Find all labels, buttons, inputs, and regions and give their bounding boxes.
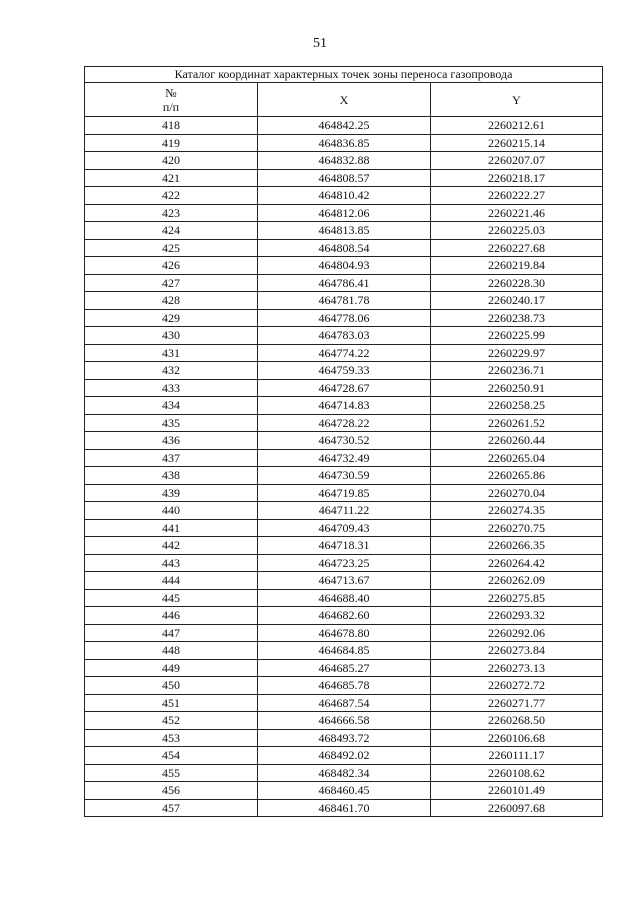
table-row <box>85 449 603 467</box>
table-row <box>85 467 603 485</box>
y-coordinate-cell: 2260262.09 <box>431 572 603 590</box>
point-number-cell: 433 <box>85 379 258 397</box>
table-row <box>85 117 603 135</box>
table-row <box>85 747 603 765</box>
point-number-cell: 439 <box>85 484 258 502</box>
x-coordinate-cell: 464781.78 <box>258 292 431 310</box>
table-row <box>85 484 603 502</box>
table-row <box>85 764 603 782</box>
page-number: 51 <box>313 36 327 51</box>
table-row <box>85 187 603 205</box>
y-coordinate-cell: 2260111.17 <box>431 747 603 765</box>
x-coordinate-cell: 464728.22 <box>258 414 431 432</box>
y-coordinate-cell: 2260265.86 <box>431 467 603 485</box>
table-row <box>85 607 603 625</box>
point-number-cell: 420 <box>85 152 258 170</box>
point-number-cell: 437 <box>85 449 258 467</box>
x-coordinate-cell: 468493.72 <box>258 729 431 747</box>
table-row <box>85 379 603 397</box>
point-number-cell: 443 <box>85 554 258 572</box>
x-coordinate-cell: 464778.06 <box>258 309 431 327</box>
y-coordinate-cell: 2260274.35 <box>431 502 603 520</box>
table-row <box>85 729 603 747</box>
y-coordinate-cell: 2260101.49 <box>431 782 603 800</box>
table-row <box>85 222 603 240</box>
point-number-cell: 436 <box>85 432 258 450</box>
table-row <box>85 327 603 345</box>
y-coordinate-cell: 2260218.17 <box>431 169 603 187</box>
y-coordinate-cell: 2260222.27 <box>431 187 603 205</box>
table-row <box>85 152 603 170</box>
y-coordinate-cell: 2260108.62 <box>431 764 603 782</box>
table-row <box>85 799 603 817</box>
x-coordinate-cell: 468461.70 <box>258 799 431 817</box>
x-coordinate-cell: 464810.42 <box>258 187 431 205</box>
y-coordinate-cell: 2260207.07 <box>431 152 603 170</box>
point-number-cell: 445 <box>85 589 258 607</box>
point-number-cell: 427 <box>85 274 258 292</box>
table-title-row <box>85 67 603 83</box>
y-coordinate-cell: 2260273.13 <box>431 659 603 677</box>
table-row <box>85 694 603 712</box>
x-coordinate-cell: 464728.67 <box>258 379 431 397</box>
x-coordinate-cell: 464759.33 <box>258 362 431 380</box>
y-coordinate-cell: 2260258.25 <box>431 397 603 415</box>
x-coordinate-cell: 464786.41 <box>258 274 431 292</box>
table-row <box>85 642 603 660</box>
y-coordinate-cell: 2260293.32 <box>431 607 603 625</box>
y-coordinate-cell: 2260250.91 <box>431 379 603 397</box>
point-number-cell: 434 <box>85 397 258 415</box>
table-row <box>85 589 603 607</box>
y-coordinate-cell: 2260236.71 <box>431 362 603 380</box>
x-coordinate-cell: 464836.85 <box>258 134 431 152</box>
y-coordinate-cell: 2260273.84 <box>431 642 603 660</box>
column-header-x: X <box>258 83 431 117</box>
table-row <box>85 659 603 677</box>
table-title: Каталог координат характерных точек зоны переноса газопровода <box>85 67 603 83</box>
point-number-cell: 419 <box>85 134 258 152</box>
point-number-cell: 425 <box>85 239 258 257</box>
y-coordinate-cell: 2260270.04 <box>431 484 603 502</box>
point-number-cell: 418 <box>85 117 258 135</box>
table-body <box>85 117 603 817</box>
y-coordinate-cell: 2260271.77 <box>431 694 603 712</box>
point-number-cell: 440 <box>85 502 258 520</box>
y-coordinate-cell: 2260240.17 <box>431 292 603 310</box>
x-coordinate-cell: 464808.57 <box>258 169 431 187</box>
point-number-cell: 441 <box>85 519 258 537</box>
table-row <box>85 414 603 432</box>
y-coordinate-cell: 2260260.44 <box>431 432 603 450</box>
point-number-cell: 444 <box>85 572 258 590</box>
x-coordinate-cell: 464688.40 <box>258 589 431 607</box>
y-coordinate-cell: 2260219.84 <box>431 257 603 275</box>
x-coordinate-cell: 464682.60 <box>258 607 431 625</box>
coordinate-catalog-table <box>84 66 603 817</box>
point-number-cell: 422 <box>85 187 258 205</box>
y-coordinate-cell: 2260227.68 <box>431 239 603 257</box>
point-number-cell: 438 <box>85 467 258 485</box>
y-coordinate-cell: 2260097.68 <box>431 799 603 817</box>
point-number-cell: 431 <box>85 344 258 362</box>
point-number-cell: 451 <box>85 694 258 712</box>
x-coordinate-cell: 464723.25 <box>258 554 431 572</box>
y-coordinate-cell: 2260270.75 <box>431 519 603 537</box>
y-coordinate-cell: 2260238.73 <box>431 309 603 327</box>
table-row <box>85 239 603 257</box>
table-row <box>85 204 603 222</box>
table-row <box>85 432 603 450</box>
table-row <box>85 554 603 572</box>
point-number-cell: 447 <box>85 624 258 642</box>
x-coordinate-cell: 464678.80 <box>258 624 431 642</box>
x-coordinate-cell: 464813.85 <box>258 222 431 240</box>
table-row <box>85 169 603 187</box>
point-number-cell: 432 <box>85 362 258 380</box>
y-coordinate-cell: 2260264.42 <box>431 554 603 572</box>
column-header-number-symbol: № <box>165 85 177 100</box>
x-coordinate-cell: 464783.03 <box>258 327 431 345</box>
y-coordinate-cell: 2260272.72 <box>431 677 603 695</box>
column-header-y: Y <box>431 83 603 117</box>
point-number-cell: 456 <box>85 782 258 800</box>
point-number-cell: 423 <box>85 204 258 222</box>
table-row <box>85 519 603 537</box>
y-coordinate-cell: 2260215.14 <box>431 134 603 152</box>
x-coordinate-cell: 464804.93 <box>258 257 431 275</box>
x-coordinate-cell: 464774.22 <box>258 344 431 362</box>
x-coordinate-cell: 464730.59 <box>258 467 431 485</box>
point-number-cell: 450 <box>85 677 258 695</box>
x-coordinate-cell: 468482.34 <box>258 764 431 782</box>
x-coordinate-cell: 464719.85 <box>258 484 431 502</box>
table-row <box>85 712 603 730</box>
point-number-cell: 435 <box>85 414 258 432</box>
point-number-cell: 429 <box>85 309 258 327</box>
y-coordinate-cell: 2260292.06 <box>431 624 603 642</box>
y-coordinate-cell: 2260221.46 <box>431 204 603 222</box>
x-coordinate-cell: 464718.31 <box>258 537 431 555</box>
table-row <box>85 397 603 415</box>
x-coordinate-cell: 464685.27 <box>258 659 431 677</box>
table-row <box>85 257 603 275</box>
table-row <box>85 502 603 520</box>
point-number-cell: 448 <box>85 642 258 660</box>
table-row <box>85 782 603 800</box>
table-header-row <box>85 83 603 117</box>
table-row <box>85 309 603 327</box>
point-number-cell: 428 <box>85 292 258 310</box>
point-number-cell: 457 <box>85 799 258 817</box>
x-coordinate-cell: 464808.54 <box>258 239 431 257</box>
x-coordinate-cell: 464687.54 <box>258 694 431 712</box>
point-number-cell: 426 <box>85 257 258 275</box>
x-coordinate-cell: 464714.83 <box>258 397 431 415</box>
y-coordinate-cell: 2260265.04 <box>431 449 603 467</box>
point-number-cell: 442 <box>85 537 258 555</box>
table-row <box>85 362 603 380</box>
column-header-number-abbr: п/п <box>162 99 180 114</box>
x-coordinate-cell: 468492.02 <box>258 747 431 765</box>
point-number-cell: 453 <box>85 729 258 747</box>
point-number-cell: 454 <box>85 747 258 765</box>
column-header-number <box>85 83 258 117</box>
table-row <box>85 344 603 362</box>
table-row <box>85 624 603 642</box>
table-row <box>85 537 603 555</box>
table-row <box>85 677 603 695</box>
x-coordinate-cell: 464842.25 <box>258 117 431 135</box>
y-coordinate-cell: 2260261.52 <box>431 414 603 432</box>
y-coordinate-cell: 2260275.85 <box>431 589 603 607</box>
y-coordinate-cell: 2260225.03 <box>431 222 603 240</box>
y-coordinate-cell: 2260229.97 <box>431 344 603 362</box>
x-coordinate-cell: 464709.43 <box>258 519 431 537</box>
y-coordinate-cell: 2260212.61 <box>431 117 603 135</box>
y-coordinate-cell: 2260225.99 <box>431 327 603 345</box>
x-coordinate-cell: 464666.58 <box>258 712 431 730</box>
y-coordinate-cell: 2260106.68 <box>431 729 603 747</box>
table-row <box>85 292 603 310</box>
point-number-cell: 430 <box>85 327 258 345</box>
point-number-cell: 424 <box>85 222 258 240</box>
x-coordinate-cell: 464832.88 <box>258 152 431 170</box>
table-row <box>85 274 603 292</box>
table-row <box>85 572 603 590</box>
y-coordinate-cell: 2260266.35 <box>431 537 603 555</box>
point-number-cell: 449 <box>85 659 258 677</box>
point-number-cell: 421 <box>85 169 258 187</box>
point-number-cell: 452 <box>85 712 258 730</box>
x-coordinate-cell: 464812.06 <box>258 204 431 222</box>
table-row <box>85 134 603 152</box>
x-coordinate-cell: 464713.67 <box>258 572 431 590</box>
x-coordinate-cell: 464730.52 <box>258 432 431 450</box>
x-coordinate-cell: 464732.49 <box>258 449 431 467</box>
point-number-cell: 455 <box>85 764 258 782</box>
x-coordinate-cell: 464685.78 <box>258 677 431 695</box>
y-coordinate-cell: 2260268.50 <box>431 712 603 730</box>
y-coordinate-cell: 2260228.30 <box>431 274 603 292</box>
point-number-cell: 446 <box>85 607 258 625</box>
x-coordinate-cell: 468460.45 <box>258 782 431 800</box>
x-coordinate-cell: 464684.85 <box>258 642 431 660</box>
x-coordinate-cell: 464711.22 <box>258 502 431 520</box>
